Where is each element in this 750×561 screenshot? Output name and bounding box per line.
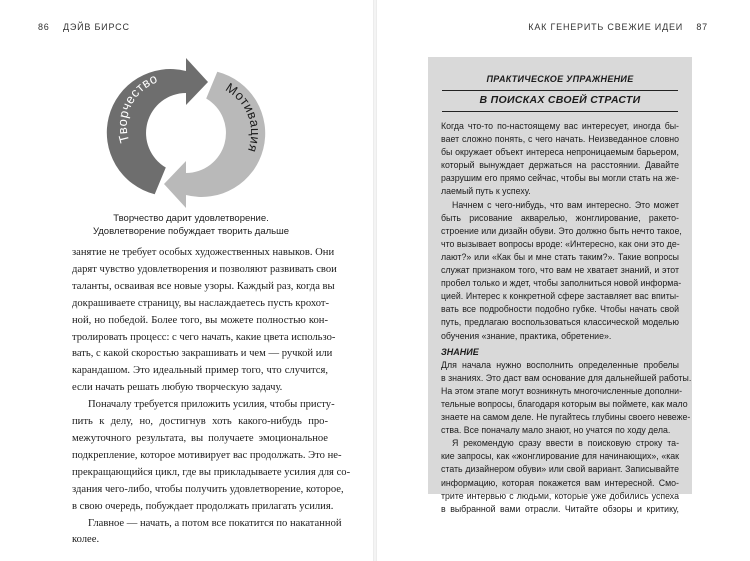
text-line: тролировать процесс: с чего начать, какие цвета использо-: [72, 331, 336, 343]
creativity-motivation-cycle-diagram: [106, 58, 266, 208]
text-line: ной, но победой. Более того, вы можете полностью кон-: [72, 314, 328, 326]
text-line: вать все подробности подобно губке. Чтобы начать свой: [441, 304, 679, 315]
text-line: бы окружает объект интереса непроницаемым барьером,: [441, 147, 679, 158]
motivation-label: Мотивация: [223, 79, 264, 155]
sidebar-title: ПРАКТИЧЕСКОЕ УПРАЖНЕНИЕ: [486, 74, 634, 84]
sidebar-rule: [442, 111, 678, 112]
text-line: разрушим его прямо сейчас, чтобы вы могли стать на же-: [441, 173, 679, 184]
text-line: прекращающийся цикл, где вы прикладываете усилия для со-: [72, 466, 351, 478]
text-line: трите интервью с людьми, которые уже добились успеха: [441, 490, 679, 501]
sidebar-body: [441, 120, 692, 516]
text-line: путь, предлагаю воспользоваться классической моделью: [441, 317, 679, 328]
text-line: ства. Все поначалу мало знают, но учатся по ходу дела.: [441, 425, 671, 436]
sidebar-subheading: ЗНАНИЕ: [441, 346, 479, 357]
text-line: подкрепление, которое мотивирует вас продолжать. Это не-: [72, 449, 342, 461]
text-line: обучения «знание, практика, обретение».: [441, 330, 612, 341]
page-number-left: 86: [38, 22, 50, 32]
text-line: Главное — начать, а потом все покатится по накатанной: [88, 517, 342, 529]
author-name: ДЭЙВ БИРСС: [62, 22, 130, 32]
text-line: информацию, которая покажется вам интересной. Смо-: [441, 477, 679, 488]
text-line: который вынуждает держаться на расстоянии. Давайте: [441, 160, 679, 171]
text-line: пробел только и ждет, чтобы заполниться новой информа-: [441, 278, 682, 289]
caption-line: Творчество дарит удовлетворение.: [113, 213, 269, 224]
text-line: стать дизайнером обуви» или свой вариант. Записывайте: [441, 464, 679, 475]
text-line: цией. Интерес к конкретной сфере заставляет вас впиты-: [441, 291, 679, 302]
running-head-left: [38, 22, 130, 32]
text-line: вает сложно понять, с чего начать. Неизведанное словно: [441, 134, 679, 145]
text-line: лаемый путь к успеху.: [441, 186, 531, 197]
creativity-label: Творчество: [114, 70, 160, 145]
text-line: докрашиваете страницу, вы наслаждаетесь пусть крохот-: [72, 297, 330, 309]
text-line: в выбранной вами отрасли. Читайте обзоры и критику,: [441, 503, 679, 514]
left-body-text: [72, 245, 351, 549]
sidebar-rule: [442, 90, 678, 91]
text-line: в свою очередь, побуждает продолжать прилагать усилия.: [72, 500, 334, 512]
text-line: таланты, осваивая все новые узоры. Каждый раз, когда вы: [72, 280, 335, 292]
text-line: строение или дизайн обуви. Это должно быть нечто такое,: [441, 225, 682, 236]
sidebar-heading: В ПОИСКАХ СВОЕЙ СТРАСТИ: [479, 94, 641, 106]
text-line: что вызывает вопросы вроде: «Интересно, как они это де-: [441, 238, 680, 249]
text-line: Я рекомендую сразу ввести в поисковую строку та-: [452, 438, 679, 449]
text-line: карандашом. Это идеальный пример того, что случится,: [72, 365, 328, 377]
running-head-right: [528, 22, 708, 32]
text-line: вать, с какой скоростью закрашивать и чем — ручкой или: [72, 348, 333, 360]
caption-line: Удовлетворение побуждает творить дальше: [92, 226, 290, 237]
figure-caption: [60, 212, 322, 238]
page-number-right: 87: [696, 22, 708, 32]
text-line: кие запросы, как «жонглирование для начинающих», «как: [441, 451, 679, 462]
text-line: колее.: [72, 534, 100, 546]
text-line: межуточного результата, вы получаете эмоциональное: [72, 432, 328, 444]
text-line: лают?» или «Как бы и мне стать таким?». Такие вопросы: [441, 251, 679, 262]
text-line: Когда что-то по-настоящему вас интересует, иногда бы-: [441, 121, 679, 131]
exercise-sidebar: [428, 57, 692, 514]
text-line: дарят чувство удовлетворения и позволяют развивать свои: [72, 263, 337, 275]
text-line: быть рисование акварелью, жонглирование, ракето-: [441, 212, 679, 223]
text-line: тельные вопросы, благодаря которым вы поймете, как мало: [441, 398, 688, 409]
text-line: Начнем с чего-нибудь, что вам интересно. Это может: [452, 199, 679, 210]
text-line: На этом этапе могут возникнуть многочисленные дополни-: [441, 385, 683, 396]
text-line: занятие не требует особых художественных навыков. Они: [72, 247, 335, 258]
text-line: здания чего-либо, чтобы получить удовлетворение, которое,: [72, 483, 344, 495]
text-line: Поначалу требуется приложить усилия, чтобы присту-: [88, 399, 335, 411]
chapter-title: КАК ГЕНЕРИТЬ СВЕЖИЕ ИДЕИ: [528, 22, 684, 32]
text-line: пить к делу, но, достигнув хоть какого-нибудь про-: [72, 416, 328, 428]
text-line: Для начала нужно восполнить определенные пробелы: [441, 359, 679, 370]
text-line: знаете на самом деле. Не пугайтесь глубины своего невеже-: [441, 412, 691, 423]
text-line: если начать решать любую творческую задачу.: [72, 382, 283, 394]
text-line: служат признаком того, что вам не хватает знаний, и этот: [441, 265, 679, 276]
text-line: в знаниях. Это даст вам основание для дальнейшей работы.: [441, 372, 692, 383]
